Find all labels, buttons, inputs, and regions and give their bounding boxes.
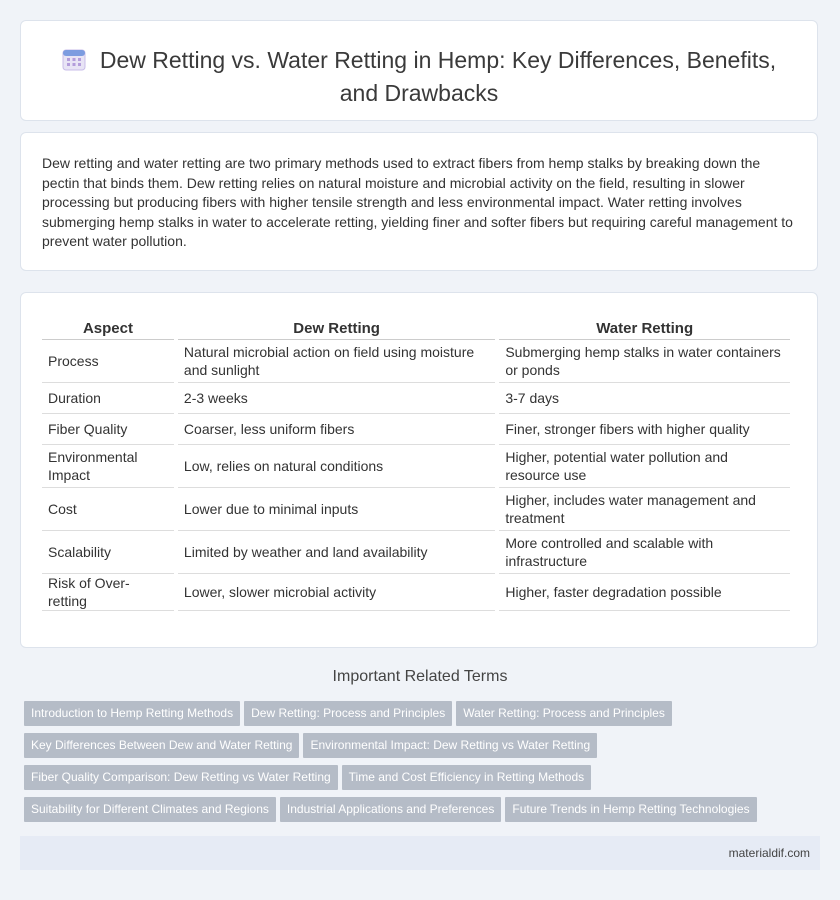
related-term-tag[interactable]: Fiber Quality Comparison: Dew Retting vs Water Retting — [24, 765, 338, 790]
table-row — [42, 574, 790, 611]
footer — [20, 836, 820, 870]
table-cell: Scalability — [42, 531, 174, 574]
calendar-icon — [62, 47, 86, 78]
table-cell: Lower, slower microbial activity — [178, 574, 495, 611]
table-row — [42, 531, 790, 574]
table-cell: Natural microbial action on field using moisture and sunlight — [178, 340, 495, 383]
table-cell: Higher, potential water pollution and resource use — [499, 445, 790, 488]
table-cell: Higher, includes water management and treatment — [499, 488, 790, 531]
related-term-tag[interactable]: Water Retting: Process and Principles — [456, 701, 672, 726]
table-cell: Higher, faster degradation possible — [499, 574, 790, 611]
related-term-tag[interactable]: Key Differences Between Dew and Water Retting — [24, 733, 299, 758]
related-term-tag[interactable]: Future Trends in Hemp Retting Technologies — [505, 797, 756, 822]
related-term-tag[interactable]: Time and Cost Efficiency in Retting Methods — [342, 765, 591, 790]
header-water-retting: Water Retting — [499, 314, 790, 340]
related-term-tag[interactable]: Dew Retting: Process and Principles — [244, 701, 452, 726]
table-cell: Environmental Impact — [42, 445, 174, 488]
header-aspect: Aspect — [42, 314, 174, 340]
comparison-table-card — [20, 292, 818, 648]
header-card — [20, 20, 818, 121]
table-cell: Process — [42, 340, 174, 383]
table-row — [42, 340, 790, 383]
comparison-table — [38, 314, 794, 611]
related-term-tag[interactable]: Introduction to Hemp Retting Methods — [24, 701, 240, 726]
intro-text: Dew retting and water retting are two primary methods used to extract fibers from hemp stalks by breaking down the pectin that binds them. Dew retting relies on natural moisture and microbial activity on the field, resulting in slower processing but producing fibers with higher tensile strength and less environmental impact. Water retting involves submerging hemp stalks in water to accelerate retting, yielding finer and softer fibers but requiring careful management to prevent water pollution. — [42, 155, 793, 250]
title-line-2: and Drawbacks — [339, 80, 499, 106]
header-dew-retting: Dew Retting — [178, 314, 495, 340]
page-title — [21, 45, 817, 108]
table-cell: Submerging hemp stalks in water containers or ponds — [499, 340, 790, 383]
table-cell: Lower due to minimal inputs — [178, 488, 495, 531]
related-terms-list — [24, 701, 814, 829]
table-row — [42, 445, 790, 488]
table-row — [42, 414, 790, 445]
table-cell: More controlled and scalable with infrastructure — [499, 531, 790, 574]
related-term-tag[interactable]: Suitability for Different Climates and Regions — [24, 797, 276, 822]
table-row — [42, 383, 790, 414]
table-cell: 2-3 weeks — [178, 383, 495, 414]
table-header-row — [42, 314, 790, 340]
table-cell: Duration — [42, 383, 174, 414]
table-cell: Cost — [42, 488, 174, 531]
related-term-tag[interactable]: Industrial Applications and Preferences — [280, 797, 501, 822]
table-cell: Limited by weather and land availability — [178, 531, 495, 574]
table-cell: Risk of Over-retting — [42, 574, 174, 611]
footer-site-link[interactable]: materialdif.com — [728, 846, 810, 860]
table-cell: Low, relies on natural conditions — [178, 445, 495, 488]
table-cell: 3-7 days — [499, 383, 790, 414]
related-terms-title: Important Related Terms — [332, 668, 508, 685]
intro-card — [20, 132, 818, 271]
table-cell: Coarser, less uniform fibers — [178, 414, 495, 445]
table-cell: Finer, stronger fibers with higher quality — [499, 414, 790, 445]
table-cell: Fiber Quality — [42, 414, 174, 445]
table-row — [42, 488, 790, 531]
title-line-1: Dew Retting vs. Water Retting in Hemp: Key Differences, Benefits, — [99, 47, 777, 73]
related-term-tag[interactable]: Environmental Impact: Dew Retting vs Water Retting — [303, 733, 597, 758]
